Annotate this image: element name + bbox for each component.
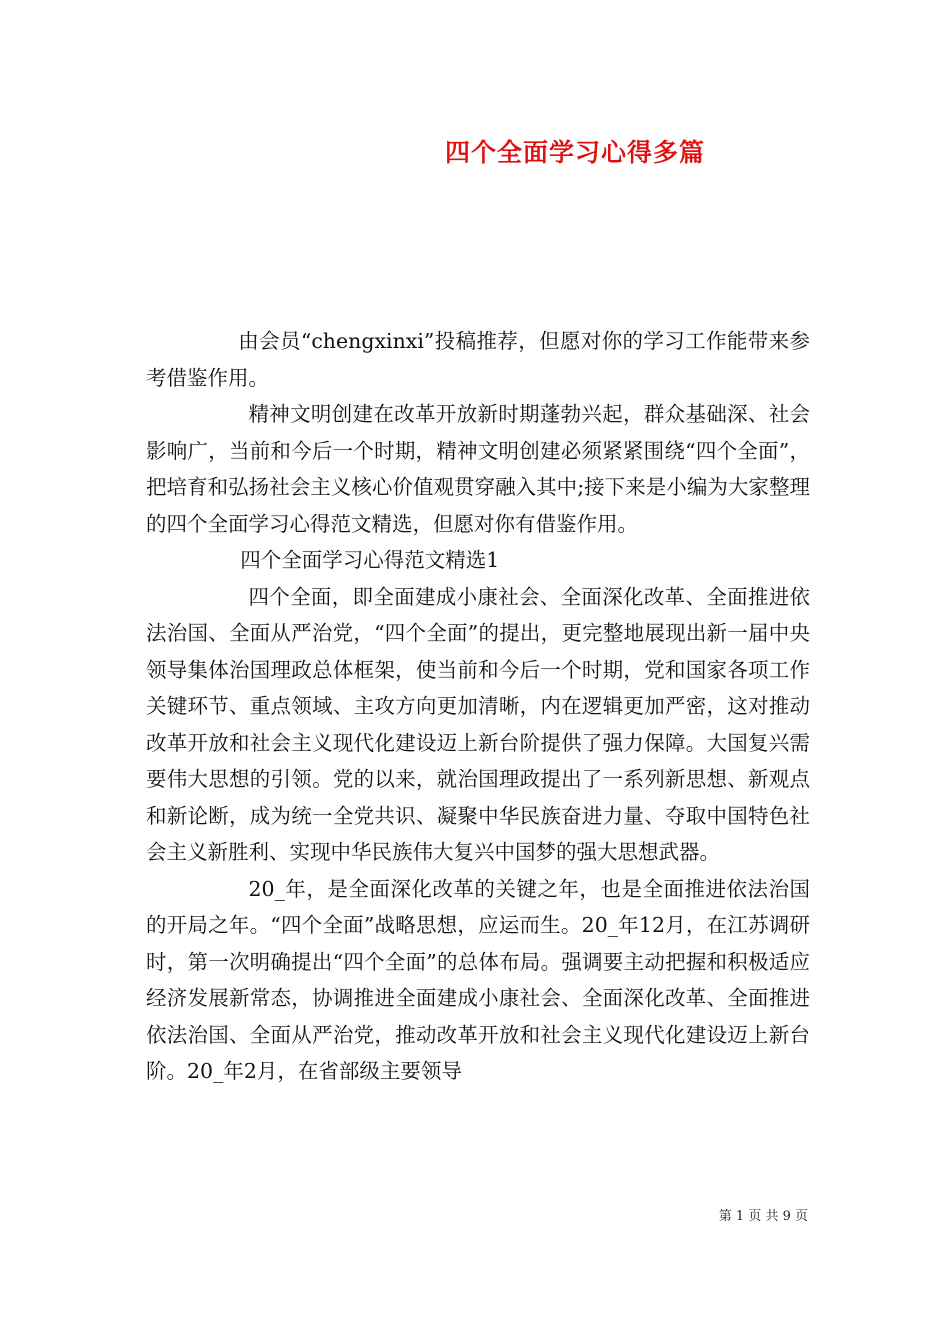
summary-paragraph: 精神文明创建在改革开放新时期蓬勃兴起，群众基础深、社会影响广，当前和今后一个时期，精神文明创建必须紧紧围绕“四个全面”，把培育和弘扬社会主义核心价值观贯穿融入其中;接下来是小编为大家整理的四个全面学习心得范文精选，但愿对你有借鉴作用。	[146, 402, 810, 536]
intro-paragraph: 由会员“chengxinxi”投稿推荐，但愿对你的学习工作能带来参考借鉴作用。	[146, 329, 810, 390]
page-footer: 第 1 页 共 9 页	[718, 1209, 808, 1224]
document-title	[0, 133, 950, 169]
document-body	[146, 323, 810, 1090]
section-heading: 四个全面学习心得范文精选1	[240, 548, 500, 572]
body-paragraph: 四个全面，即全面建成小康社会、全面深化改革、全面推进依法治国、全面从严治党，“四个全面”的提出，更完整地展现出新一届中央领导集体治国理政总体框架，使当前和今后一个时期，党和国家各项工作关键环节、重点领域、主攻方向更加清晰，内在逻辑更加严密，这对推动改革开放和社会主义现代化建设迈上新台阶提供了强力保障。大国复兴需要伟大思想的引领。党的以来，就治国理政提出了一系列新思想、新观点和新论断，成为统一全党共识、凝聚中华民族奋进力量、夺取中国特色社会主义新胜利、实现中华民族伟大复兴中国梦的强大思想武器。	[146, 584, 810, 864]
body-paragraph: 20_年，是全面深化改革的关键之年，也是全面推进依法治国的开局之年。“四个全面”战略思想，应运而生。20_年12月，在江苏调研时，第一次明确提出“四个全面”的总体布局。强调要主动把握和积极适应经济发展新常态，协调推进全面建成小康社会、全面深化改革、全面推进依法治国、全面从严治党，推动改革开放和社会主义现代化建设迈上新台阶。20_年2月，在省部级主要领导	[146, 876, 810, 1083]
title-text: 四个全面学习心得多篇	[444, 138, 705, 167]
